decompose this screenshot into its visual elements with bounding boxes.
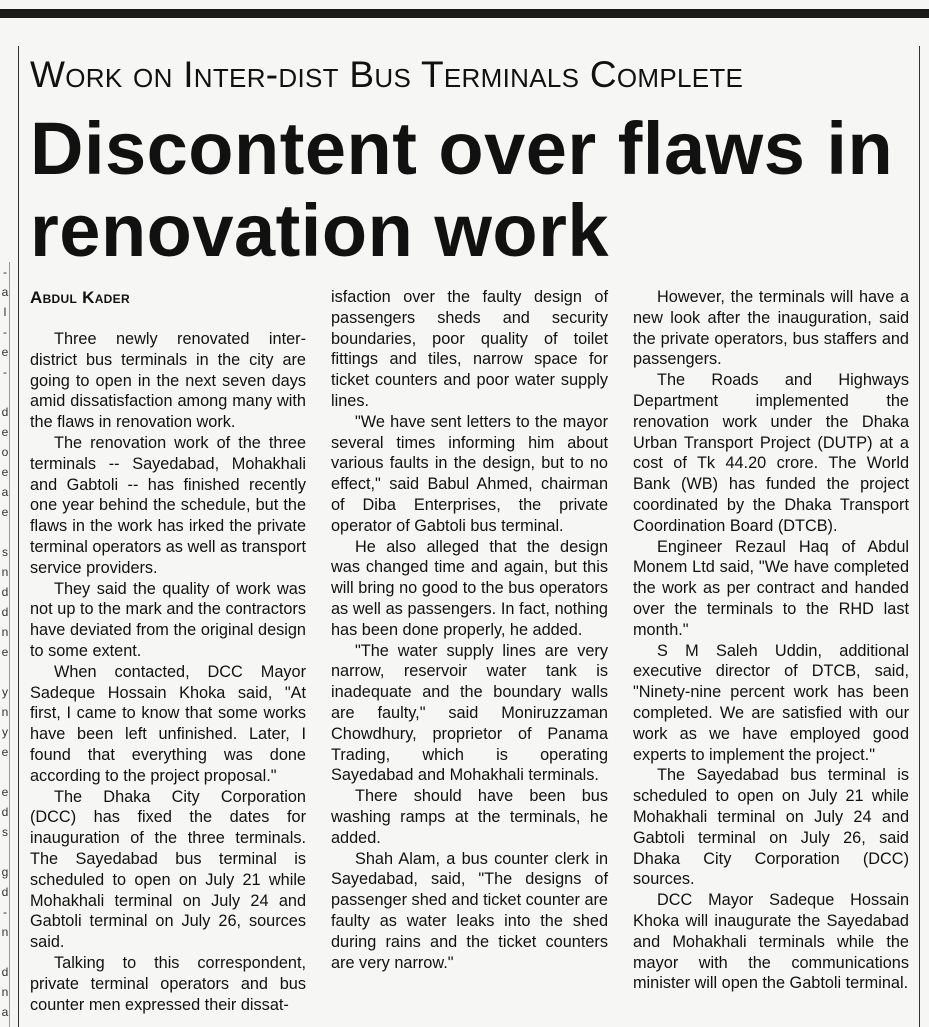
edge-letter: s (2, 545, 8, 559)
edge-letter: g (1, 865, 9, 879)
top-border-bar (0, 9, 929, 18)
main-headline: Discontent over flaws in renovation work (30, 107, 894, 272)
edge-letter (1, 382, 9, 402)
edge-letter: e (1, 785, 9, 799)
right-column-rule (919, 46, 920, 1027)
edge-letter (1, 942, 9, 962)
paragraph: isfaction over the faulty design of passengers sheds and security boundaries, poor quality of toilet fittings and tiles, narrow space for ticket counters and poor water supply lines. (331, 288, 608, 410)
edge-letter: d (1, 605, 9, 619)
edge-letter: a (1, 1005, 9, 1019)
article-column-1 (30, 287, 306, 1015)
edge-letter: - (3, 325, 7, 339)
paragraph: They said the quality of work was not up to the mark and the contractors have deviated from the original design to some extent. (30, 579, 306, 660)
edge-letter: n (1, 985, 9, 999)
edge-letter: e (1, 745, 9, 759)
edge-letter: e (1, 465, 9, 479)
paragraph: "The water supply lines are very narrow, reservoir water tank is inadequate and the boundary walls are faulty," said Moniruzzaman Chowdhury, proprietor of Panama Trading, which is operating Sayedabad and Mohakhali terminals. (331, 641, 608, 785)
paragraph: S M Saleh Uddin, additional executive director of DTCB, said, "Ninety-nine percent work has been completed. We are satisfied with our work as we have employed good experts to implement the project." (633, 641, 909, 764)
paragraph: Talking to this correspondent, private terminal operators and bus counter men expressed their dissat- (30, 953, 306, 1014)
edge-letter: d (1, 585, 9, 599)
byline: Abdul Kader (30, 288, 130, 307)
edge-letter: a (1, 285, 9, 299)
edge-letter: d (1, 405, 9, 419)
edge-letter: e (1, 505, 9, 519)
adjacent-article-edge-text (1, 262, 9, 1022)
adjacent-article-rule (9, 262, 10, 1027)
article-column-2 (331, 287, 608, 973)
edge-letter: d (1, 805, 9, 819)
edge-letter: e (1, 345, 9, 359)
paragraph: Three newly renovated inter-district bus terminals in the city are going to open in the next seven days amid dissatisfaction among many with the flaws in renovation work. (30, 330, 306, 432)
left-column-rule (18, 46, 19, 1027)
edge-letter (1, 762, 9, 782)
edge-letter: e (1, 645, 9, 659)
edge-letter: n (1, 925, 9, 939)
edge-letter: - (3, 265, 7, 279)
edge-letter: l (3, 305, 7, 319)
edge-letter: n (1, 565, 9, 579)
edge-letter: y (2, 725, 8, 739)
edge-letter: - (3, 905, 7, 919)
edge-letter: y (2, 685, 8, 699)
paragraph: When contacted, DCC Mayor Sadeque Hossain Khoka said, "At first, I came to know that some works have been left unfinished. Later, I found that everything was done according to the project proposal." (30, 662, 306, 785)
edge-letter: a (1, 485, 9, 499)
edge-letter: n (1, 705, 9, 719)
edge-letter: o (1, 445, 9, 459)
paragraph: The Roads and Highways Department implemented the renovation work under the Dhaka Urban Transport Project (DUTP) at a cost of Tk 44.20 crore. The World Bank (WB) has funded the project coordinated by the Dhaka Transport Coordination Board (DTCB). (633, 371, 909, 535)
edge-letter (1, 662, 9, 682)
paragraph: DCC Mayor Sadeque Hossain Khoka will inaugurate the Sayedabad and Mohakhali terminals while the mayor with the communications minister will open the Gabtoli terminal. (633, 891, 909, 993)
edge-letter (1, 522, 9, 542)
paragraph: "We have sent letters to the mayor several times informing him about various faults in the design, but to no effect," said Babul Ahmed, chairman of Diba Enterprises, the private operator of Gabtoli bus terminal. (331, 412, 608, 535)
edge-letter: d (1, 885, 9, 899)
edge-letter: - (3, 365, 7, 379)
paragraph: The renovation work of the three terminals -- Sayedabad, Mohakhali and Gabtoli -- has finished recently one year behind the schedule, but the flaws in the work has irked the private terminal operators as well as transport service providers. (30, 433, 306, 577)
paragraph: The Dhaka City Corporation (DCC) has fixed the dates for inauguration of the three terminals. The Sayedabad bus terminal is scheduled to open on July 21 while Mohakhali terminal on July 24 and Gabtoli terminal on July 26, sources said. (30, 787, 306, 952)
paragraph: Shah Alam, a bus counter clerk in Sayedabad, said, "The designs of passenger shed and ticket counter are faulty as water leaks into the shed during rains and the ticket counters are very narrow." (331, 849, 608, 972)
paragraph: He also alleged that the design was changed time and again, but this will bring no good to the bus operators as well as passengers. In fact, nothing has been done properly, he added. (331, 537, 608, 639)
edge-letter: e (1, 425, 9, 439)
paragraph: There should have been bus washing ramps at the terminals, he added. (331, 787, 608, 847)
kicker-headline: Work on Inter-dist Bus Terminals Complete (30, 54, 744, 95)
edge-letter: s (2, 825, 8, 839)
edge-letter: n (1, 625, 9, 639)
edge-letter: d (1, 965, 9, 979)
edge-letter (1, 842, 9, 862)
paragraph: However, the terminals will have a new look after the inauguration, said the private operators, bus staffers and passengers. (633, 288, 909, 369)
paragraph: Engineer Rezaul Haq of Abdul Monem Ltd said, "We have completed the work as per contract and handed over the terminals to the RHD last month." (633, 537, 909, 639)
paragraph: The Sayedabad bus terminal is scheduled to open on July 21 while Mohakhali terminal on July 24 and Gabtoli terminal on July 26, said Dhaka City Corporation (DCC) sources. (633, 766, 909, 889)
article-column-3 (633, 287, 909, 994)
